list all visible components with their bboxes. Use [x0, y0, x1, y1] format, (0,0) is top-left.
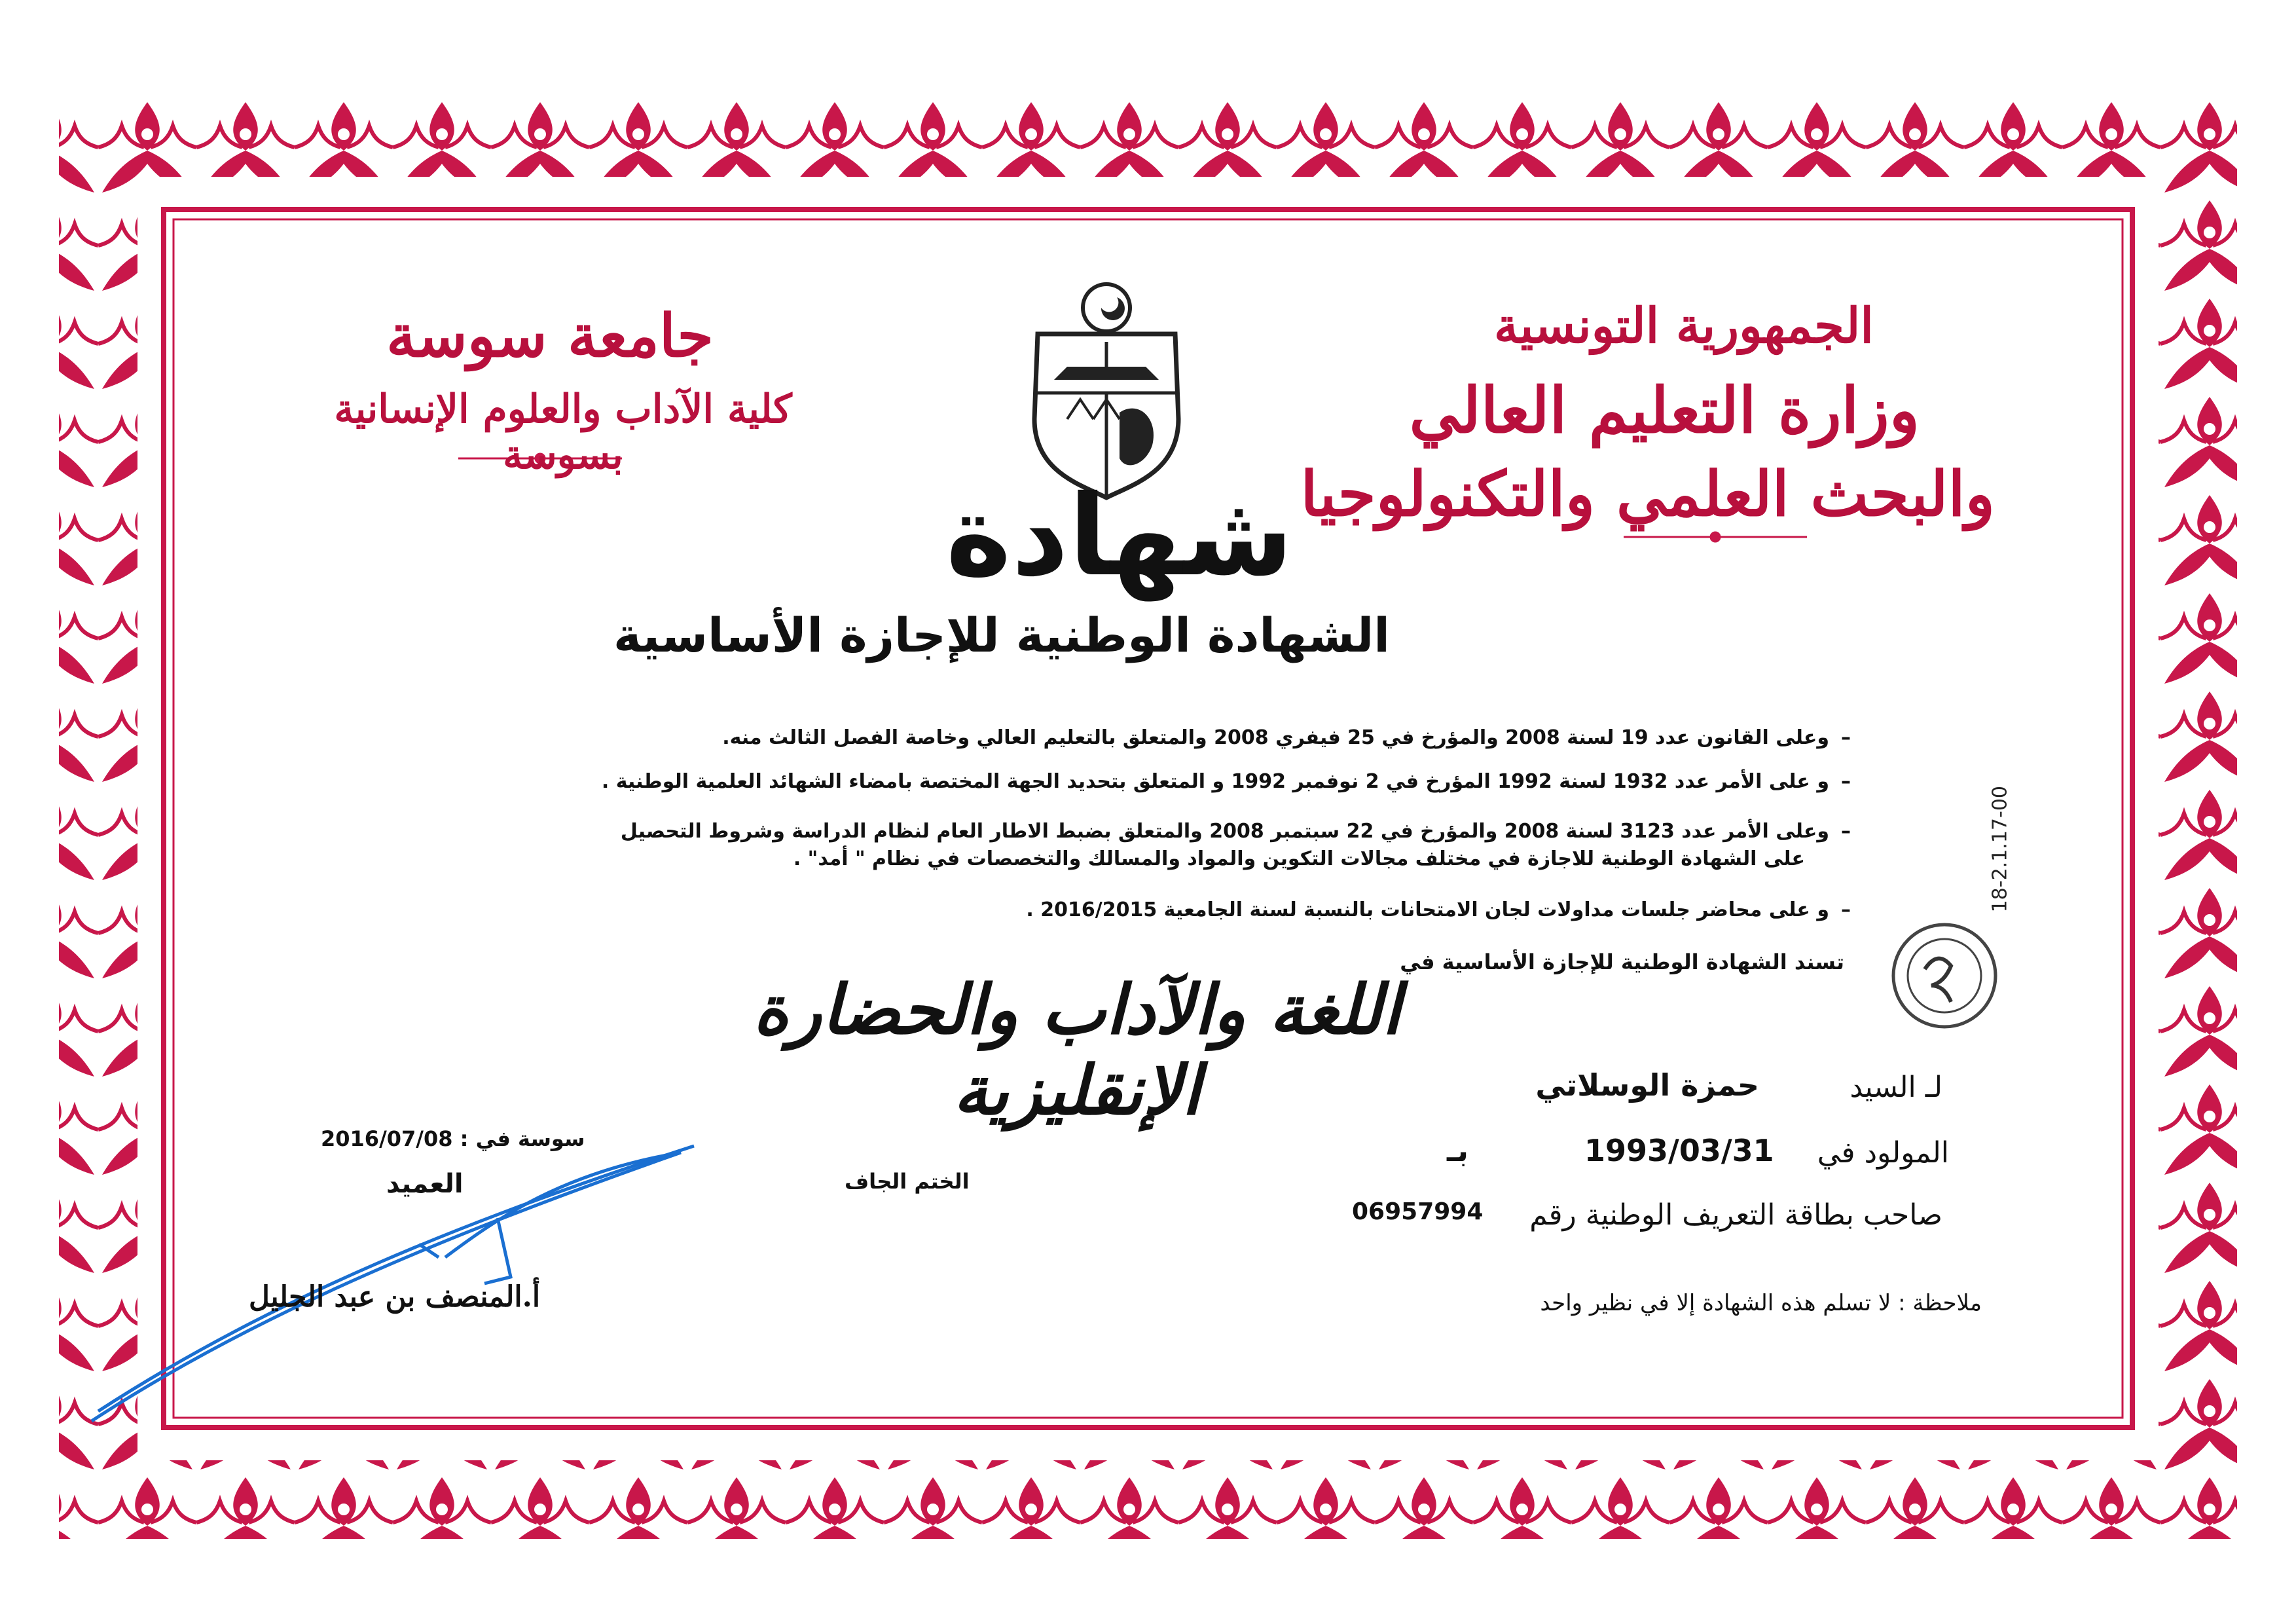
clause-decree-3123-cont: على الشهادة الوطنية للاجازة في مختلف مجالات التكوين والمواد والمسالك والتخصصات في نظام " أمد" .: [793, 847, 1805, 870]
clause-decree-3123: –وعلى الأمر عدد 3123 لسنة 2008 والمؤرخ في 22 سبتمبر 2008 والمتعلق بضبط الاطار العام لنظام الدراسة وشروط التحصيل: [410, 817, 1851, 846]
faculty-name: كلية الآداب والعلوم الإنسانية بسوسة: [334, 386, 792, 478]
recipient-prefix: لـ السيد: [1850, 1071, 1942, 1104]
recipient-name: حمزة الوسلاتي: [1535, 1067, 1759, 1103]
certificate-title: شهادة: [945, 471, 1294, 601]
birth-label: المولود في: [1817, 1136, 1949, 1170]
clause-bullet: –: [1841, 770, 1851, 793]
dean-name: أ.المنصف بن عبد الجليل: [249, 1280, 541, 1314]
grant-statement: تسند الشهادة الوطنية للإجازة الأساسية في: [1400, 950, 1844, 974]
clause-exam-minutes: –و على محاضر جلسات مداولات لجان الامتحانات بالنسبة لسنة الجامعية 2016/2015 .: [410, 896, 1851, 925]
clause-law-19: –وعلى القانون عدد 19 لسنة 2008 والمؤرخ في 25 فيفري 2008 والمتعلق بالتعليم العالي وخاصة الفصل الثالث منه.: [410, 724, 1851, 752]
ministry-name-line2: والبحث العلمي والتكنولوجيا: [1300, 458, 1995, 530]
specialty-name: اللغة والآداب والحضارة الإنقليزية: [753, 969, 1401, 1130]
clause-bullet: –: [1841, 820, 1851, 843]
certificate-subtitle: الشهادة الوطنية للإجازة الأساسية: [613, 608, 1390, 663]
single-copy-note: ملاحظة : لا تسلم هذه الشهادة إلا في نظير واحد: [1540, 1290, 1982, 1316]
clause-bullet: –: [1841, 898, 1851, 921]
id-card-label: صاحب بطاقة التعريف الوطنية رقم: [1529, 1198, 1942, 1232]
republic-name: الجمهورية التونسية: [1493, 298, 1874, 354]
side-serial-number: 18-2.1.17-00: [1988, 786, 2011, 913]
university-name: جامعة سوسة: [386, 301, 714, 371]
clause-decree-1932: –و على الأمر عدد 1932 لسنة 1992 المؤرخ في 2 نوفمبر 1992 و المتعلق بتحديد الجهة المختصة بامضاء الشهائد العلمية الوطنية .: [410, 767, 1851, 796]
dry-seal-label: الختم الجاف: [845, 1169, 970, 1194]
id-card-number: 06957994: [1352, 1198, 1484, 1225]
birth-date: 1993/03/31: [1584, 1133, 1774, 1168]
signature-place-date: سوسة في : 2016/07/08: [321, 1126, 585, 1151]
dean-title: العميد: [386, 1169, 464, 1199]
ministry-name-line1: وزارة التعليم العالي: [1409, 373, 1920, 447]
official-stamp-icon: [1893, 925, 1995, 1027]
birth-place-label: بـ: [1447, 1133, 1468, 1168]
clause-bullet: –: [1841, 726, 1851, 749]
